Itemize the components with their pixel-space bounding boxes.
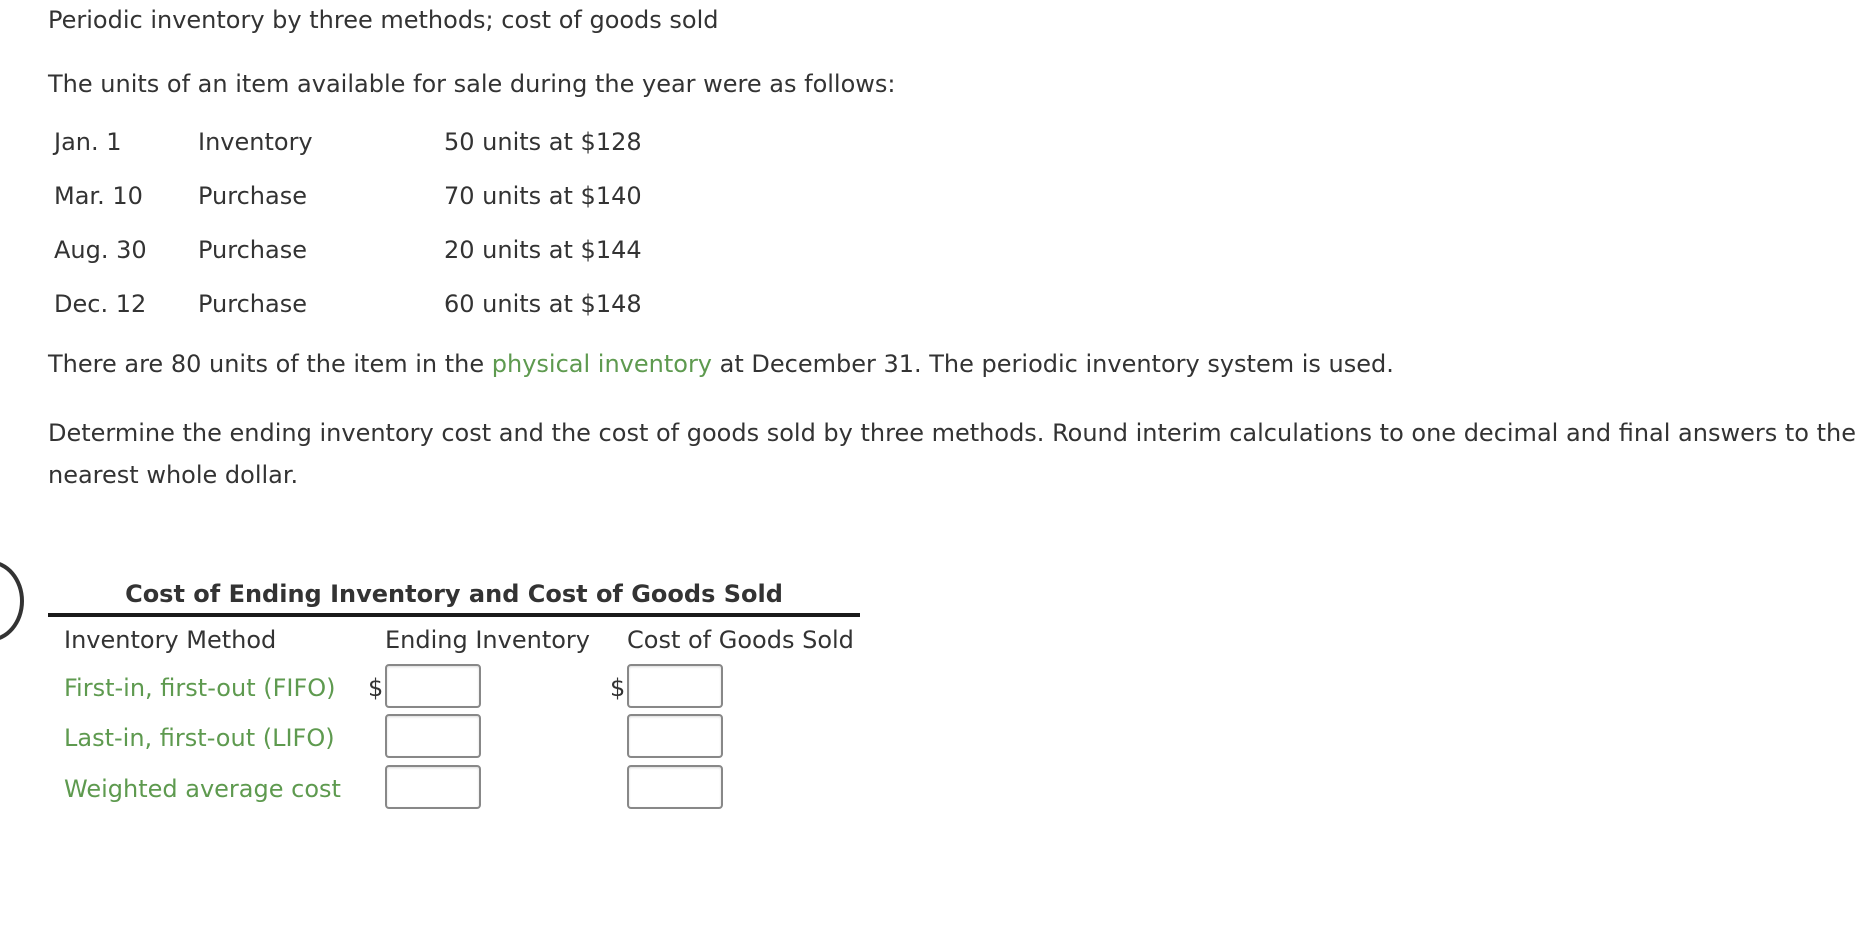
purchase-description: Purchase [198, 182, 307, 210]
table-row-weighted-average [48, 765, 860, 811]
purchase-description: Purchase [198, 290, 307, 318]
method-link-fifo[interactable]: First-in, first-out (FIFO) [64, 674, 336, 702]
physical-inventory-link[interactable]: physical inventory [491, 350, 713, 378]
purchase-quantity: 20 units at $144 [444, 236, 642, 264]
purchase-description: Purchase [198, 236, 307, 264]
problem-instructions: Determine the ending inventory cost and the cost of goods sold by three methods. Round interim calculations to one decimal and final answers to the nearest whole dollar. [48, 419, 1856, 489]
header-inventory-method: Inventory Method [64, 626, 277, 654]
progress-circle-marker [0, 560, 24, 642]
method-link-weighted-average[interactable]: Weighted average cost [64, 775, 341, 803]
purchase-date: Aug. 30 [54, 236, 147, 264]
purchase-date: Jan. 1 [54, 128, 122, 156]
table-row-lifo [48, 714, 860, 760]
header-cost-of-goods-sold: Cost of Goods Sold [627, 626, 854, 654]
fifo-cost-of-goods-sold-input[interactable] [627, 664, 723, 708]
purchase-quantity: 50 units at $128 [444, 128, 642, 156]
problem-intro: The units of an item available for sale during the year were as follows: [48, 70, 896, 98]
purchase-date: Mar. 10 [54, 182, 143, 210]
header-ending-inventory: Ending Inventory [385, 626, 590, 654]
physical-text-before: There are 80 units of the item in the [48, 350, 492, 378]
fifo-ending-inventory-input[interactable] [385, 664, 481, 708]
lifo-ending-inventory-input[interactable] [385, 714, 481, 758]
method-link-lifo[interactable]: Last-in, first-out (LIFO) [64, 724, 335, 752]
purchase-quantity: 60 units at $148 [444, 290, 642, 318]
problem-title: Periodic inventory by three methods; cost of goods sold [48, 6, 719, 34]
dollar-sign: $ [368, 674, 384, 702]
physical-inventory-statement [48, 348, 1394, 380]
weighted-average-ending-inventory-input[interactable] [385, 765, 481, 809]
purchase-quantity: 70 units at $140 [444, 182, 642, 210]
physical-text-after: at December 31. The periodic inventory system is used. [712, 350, 1394, 378]
purchase-date: Dec. 12 [54, 290, 147, 318]
dollar-sign: $ [610, 674, 626, 702]
table-title: Cost of Ending Inventory and Cost of Goods Sold [125, 580, 783, 608]
lifo-cost-of-goods-sold-input[interactable] [627, 714, 723, 758]
table-title-rule [48, 613, 860, 617]
purchase-description: Inventory [198, 128, 313, 156]
weighted-average-cost-of-goods-sold-input[interactable] [627, 765, 723, 809]
table-row-fifo [48, 664, 860, 710]
